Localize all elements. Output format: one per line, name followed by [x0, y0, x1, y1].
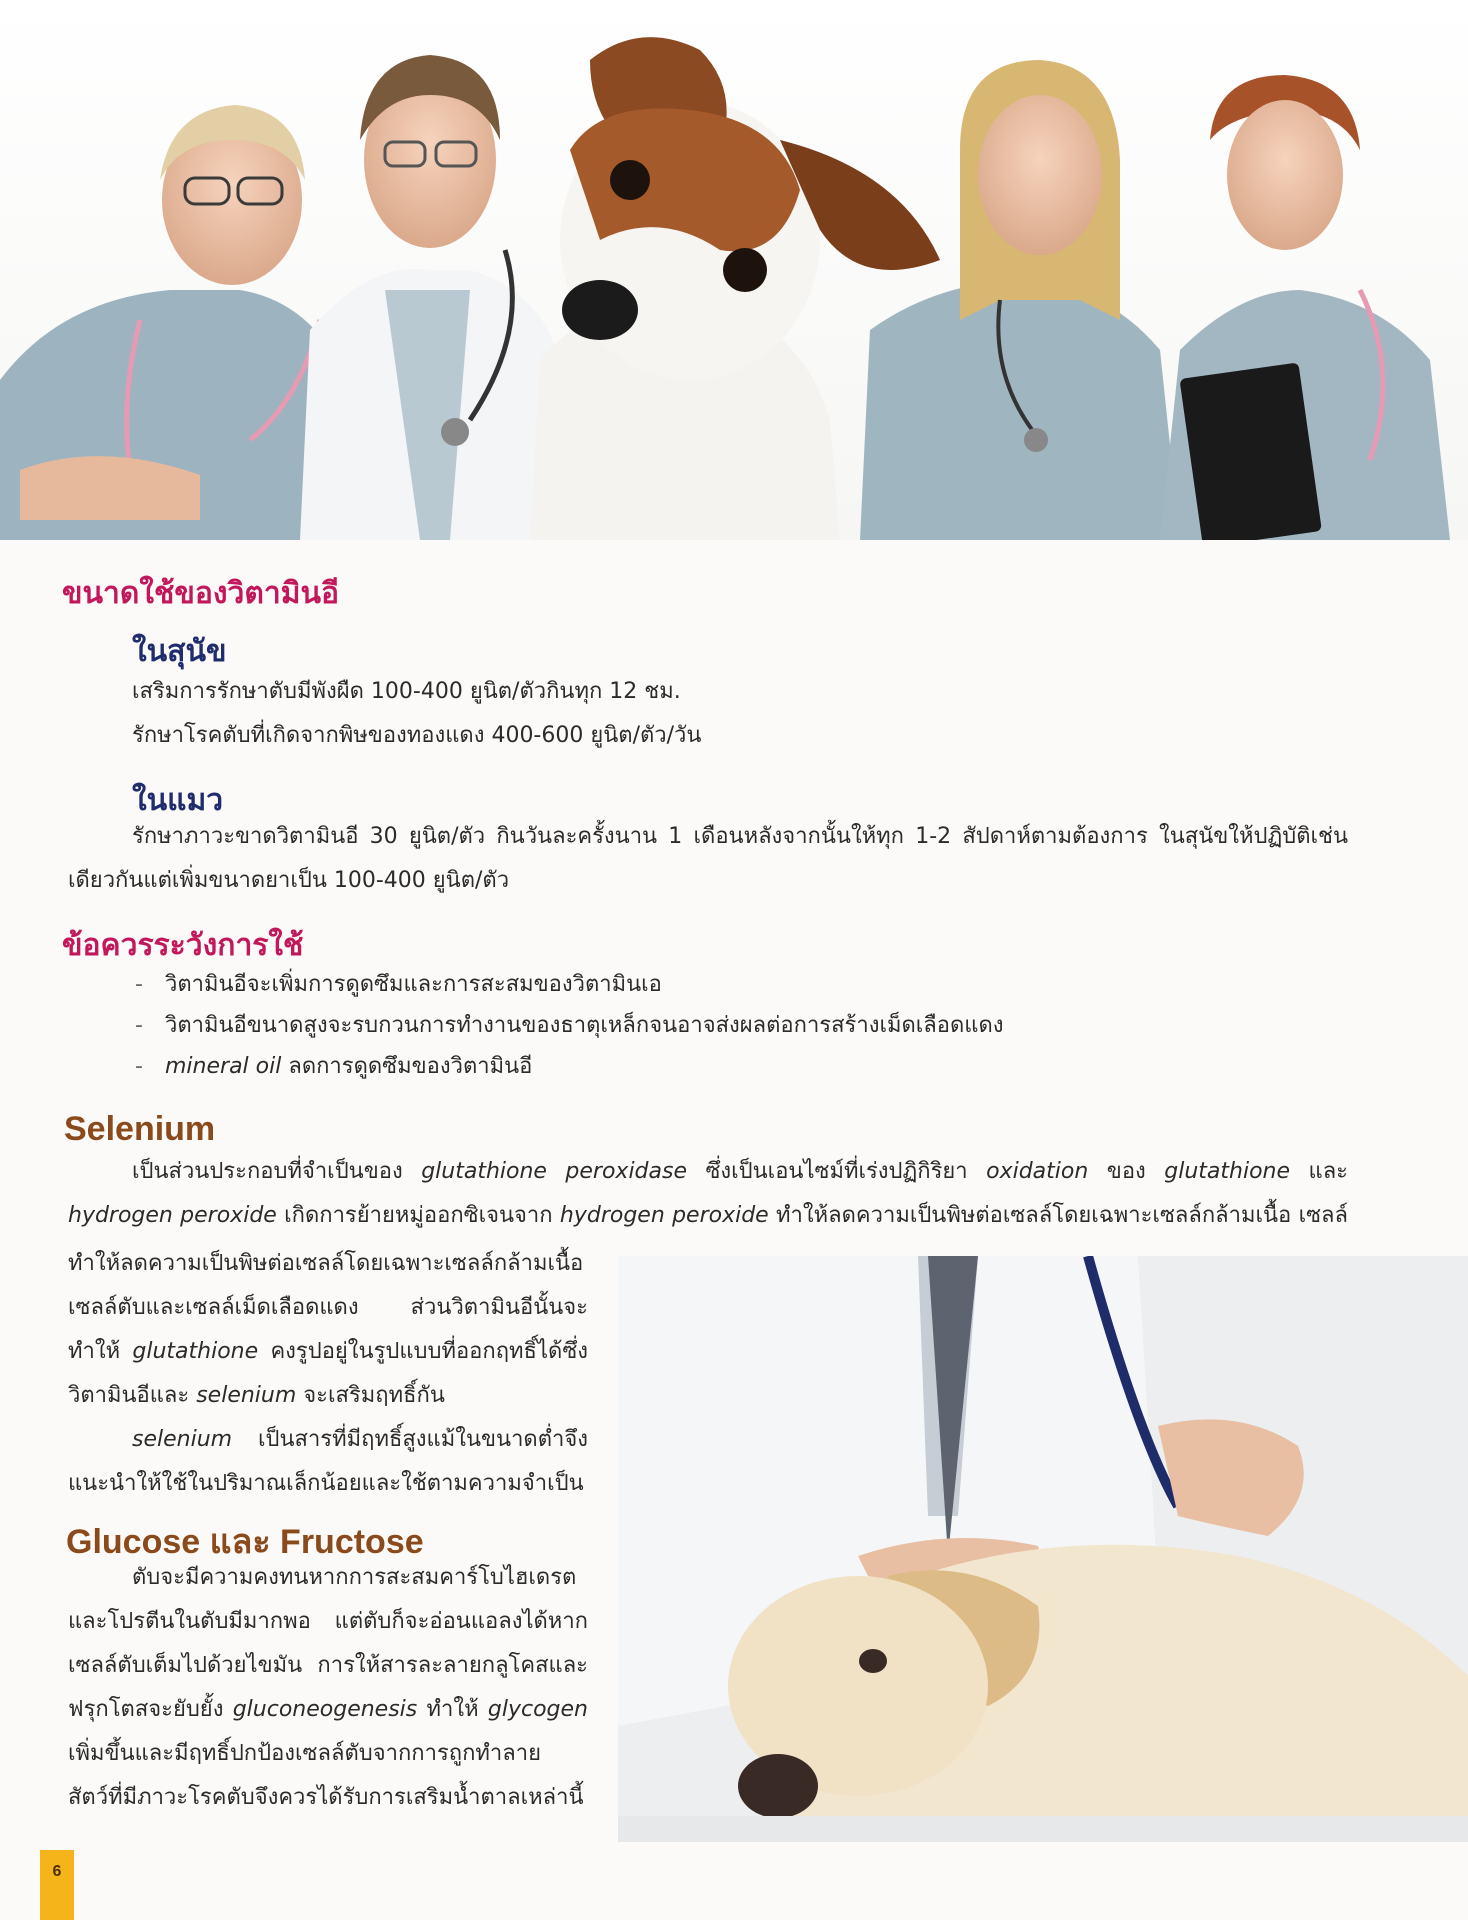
vitamin-e-dosage-heading: ขนาดใช้ของวิตามินอี [62, 577, 340, 610]
dog-dosage-lines [132, 670, 701, 758]
precaution-prefix: mineral oil [165, 1054, 282, 1079]
dog-dosage-line: เสริมการรักษาตับมีพังผืด 100-400 ยูนิต/ตัวกินทุก 12 ชม. [132, 679, 681, 704]
text-run: ทำให้ลดความเป็นพิษต่อเซลล์โดยเฉพาะเซลล์กล้ามเนื้อ เซลล์ [776, 1203, 1348, 1228]
list-item [135, 1046, 1003, 1087]
bullet-dash: - [135, 1013, 143, 1038]
term: gluconeogenesis [232, 1697, 418, 1722]
text-run: คงรูปอยู่ในรูปแบบที่ออกฤทธิ์ได้ซึ่งวิตามินอีและ [68, 1339, 588, 1408]
hero-illustration [0, 0, 1468, 540]
page-number-tab [40, 1850, 74, 1920]
text-run: จะเสริมฤทธิ์กัน [296, 1383, 445, 1408]
cat-dosage-text: รักษาภาวะขาดวิตามินอี 30 ยูนิต/ตัว กินวันละครั้งนาน 1 เดือนหลังจากนั้นให้ทุก 1-2 สัปดาห์ตามต้องการ ในสุนัขให้ปฏิบัติเช่นเดียวกันแต่เพิ่มขนาดยาเป็น 100-400 ยูนิต/ตัว [68, 824, 1348, 893]
precautions-heading: ข้อควรระวังการใช้ [62, 929, 304, 962]
dog-subheading: ในสุนัข [132, 635, 227, 668]
term: glutathione [132, 1339, 259, 1364]
text-run: เกิดการย้ายหมู่ออกซิเจนจาก [276, 1203, 560, 1228]
glucose-heading: Glucose และ Fructose [66, 1523, 424, 1561]
term: glutathione peroxidase [421, 1159, 687, 1184]
text-run: ทำให้ลดความเป็นพิษต่อเซลล์โดยเฉพาะเซลล์กล้ามเนื้อ เซลล์ตับและเซลล์เม็ดเลือดแดง ส่วนวิตามินอีนั้นจะทำให้ [68, 1251, 588, 1364]
vet-nurse-redhead-figure [1160, 75, 1450, 540]
text-run: ซึ่งเป็นเอนไซม์ที่เร่งปฏิกิริยา [687, 1159, 987, 1184]
precaution-text: วิตามินอีจะเพิ่มการดูดซึมและการสะสมของวิตามินเอ [165, 972, 662, 997]
selenium-para-1-cont [68, 1242, 588, 1418]
text-run: เพิ่มขึ้นและมีฤทธิ์ปกป้องเซลล์ตับจากการถูกทำลาย สัตว์ที่มีภาวะโรคตับจึงควรได้รับการเสริมน้ำตาลเหล่านี้ [68, 1741, 584, 1810]
bullet-dash: - [135, 1054, 143, 1079]
text-run: ทำให้ [417, 1697, 488, 1722]
term: glutathione [1164, 1159, 1291, 1184]
glucose-para [68, 1556, 588, 1820]
term: selenium [196, 1383, 297, 1408]
text-run: เป็นสารที่มีฤทธิ์สูงแม้ในขนาดต่ำจึงแนะนำให้ใช้ในปริมาณเล็กน้อยและใช้ตามความจำเป็น [68, 1427, 588, 1496]
selenium-para-wide [68, 1150, 1348, 1242]
vet-nurse-blonde-figure [860, 60, 1180, 540]
cat-subheading: ในแมว [132, 784, 224, 817]
bullet-dash: - [135, 972, 143, 997]
selenium-para-column [68, 1242, 588, 1506]
list-item [135, 964, 1003, 1005]
term: oxidation [986, 1159, 1089, 1184]
term: glycogen [487, 1697, 588, 1722]
text-run: ตับจะมีความคงทนหากการสะสมคาร์โบไฮเดรตและโปรตีนในตับมีมากพอ แต่ตับก็จะอ่อนแอลงได้หากเซลล์ตับเต็มไปด้วยไขมัน การให้สารละลายกลูโคสและฟรุกโตสจะยับยั้ง [68, 1565, 588, 1722]
selenium-para-2 [68, 1418, 588, 1506]
vet-exam-photo [618, 1256, 1468, 1842]
vet-exam-illustration [618, 1256, 1468, 1842]
text-run: เป็นส่วนประกอบที่จำเป็นของ [132, 1159, 422, 1184]
precaution-text: ลดการดูดซึมของวิตามินอี [281, 1054, 533, 1079]
page-number: 6 [52, 1863, 62, 1880]
term: selenium [132, 1427, 233, 1452]
text-run: ของ [1088, 1159, 1165, 1184]
selenium-heading: Selenium [64, 1110, 216, 1148]
vet-doctor-figure [300, 55, 570, 540]
list-item [135, 1005, 1003, 1046]
precaution-text: วิตามินอีขนาดสูงจะรบกวนการทำงานของธาตุเหล็กจนอาจส่งผลต่อการสร้างเม็ดเลือดแดง [165, 1013, 1004, 1038]
precautions-list [135, 964, 1003, 1087]
selenium-para-1 [68, 1150, 1348, 1242]
text-run: และ [1290, 1159, 1348, 1184]
dog-dosage-line: รักษาโรคตับที่เกิดจากพิษของทองแดง 400-600 ยูนิต/ตัว/วัน [132, 723, 702, 748]
term: hydrogen peroxide [559, 1203, 769, 1228]
hero-photo [0, 0, 1468, 540]
term: hydrogen peroxide [68, 1203, 277, 1228]
